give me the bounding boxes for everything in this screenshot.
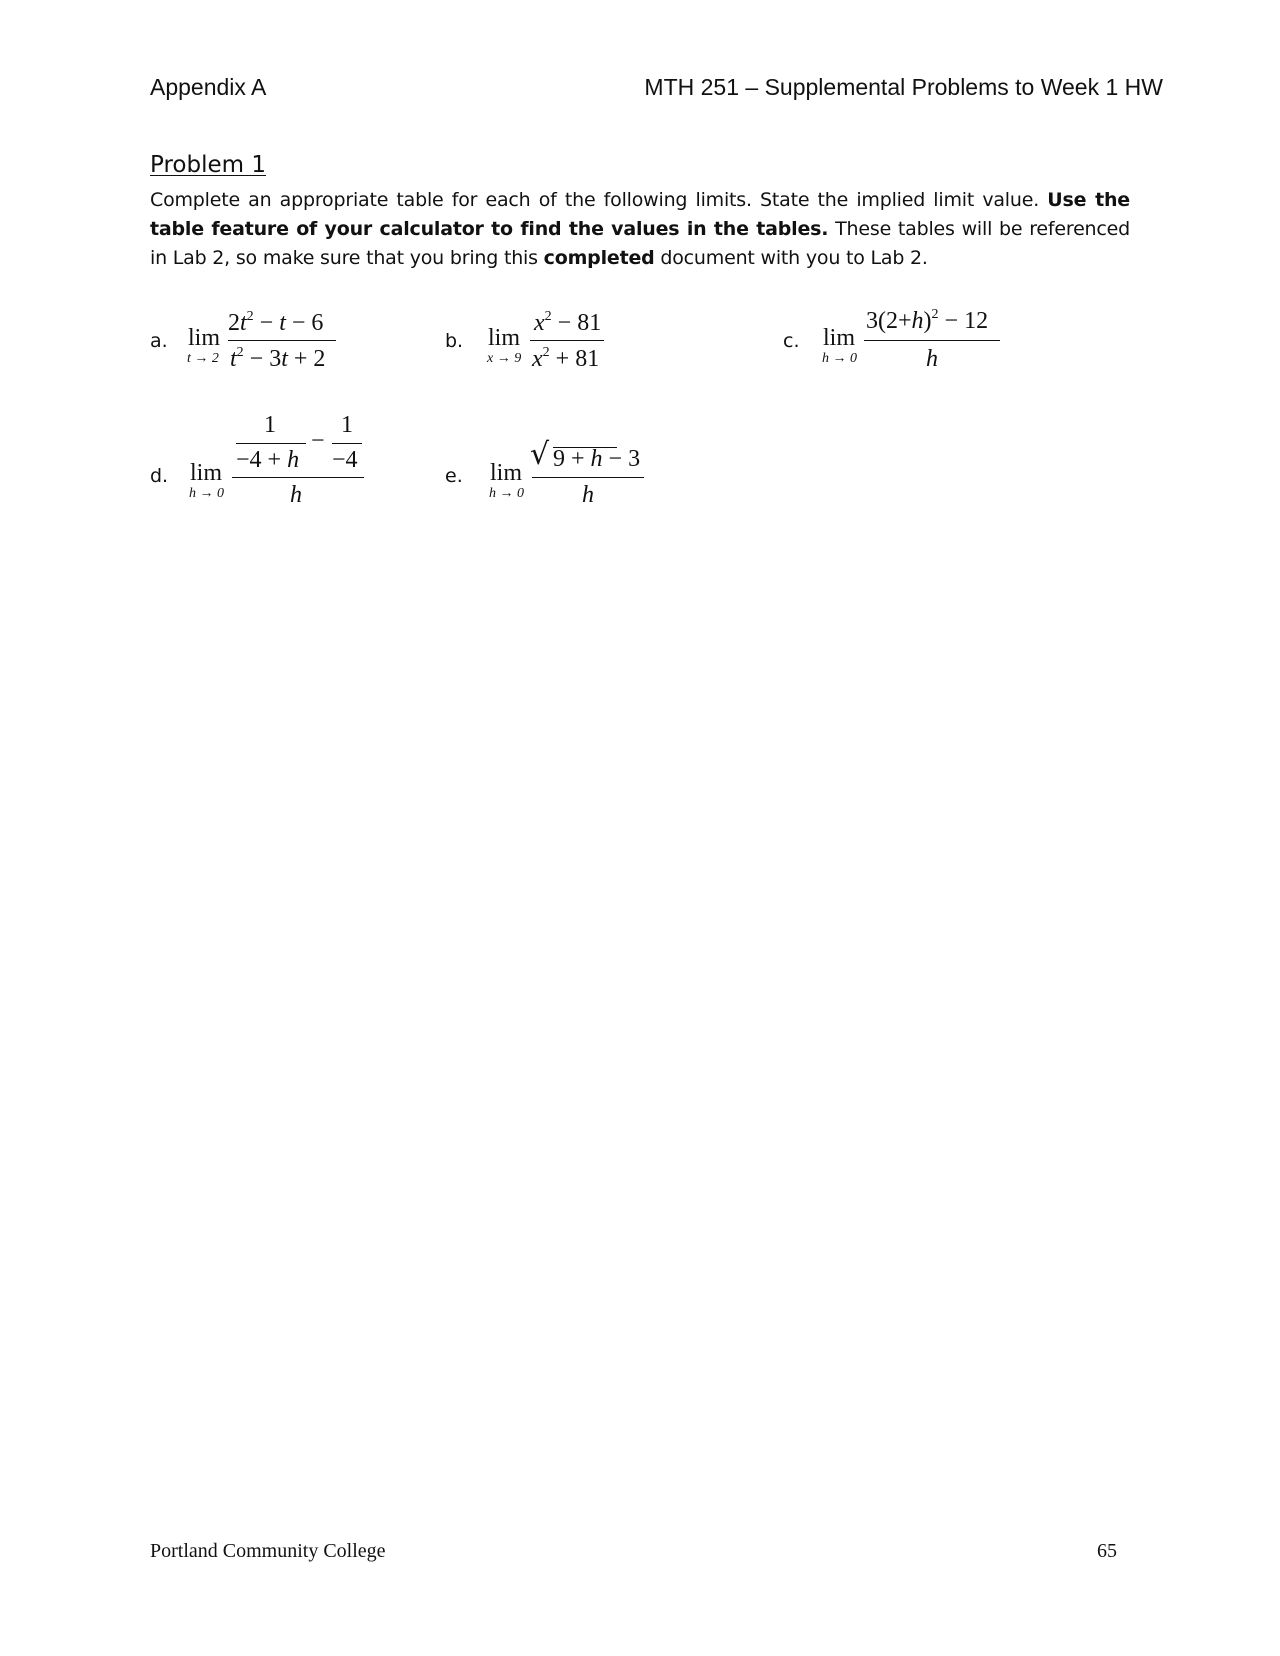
limit-d-denominator: h [290, 482, 302, 508]
limit-d-inner-numerator-1: 1 [264, 412, 276, 438]
limit-c-approach: h → 0 [822, 351, 857, 366]
limit-c-fraction-bar [864, 340, 1000, 341]
footer-page-number: 65 [1097, 1540, 1117, 1562]
instructions-bold-1: Use the table feature of your calculator to find the values in the tables. [150, 189, 1130, 240]
limit-d-inner-denominator-1: −4 + h [236, 447, 300, 473]
limit-e-numerator: 9 + h − 3 [553, 446, 641, 472]
limit-d-inner-denominator-2: −4 [332, 447, 358, 473]
instructions-text-3: document with you to Lab 2. [654, 247, 928, 269]
header-left: Appendix A [150, 74, 267, 100]
limit-d-fraction-bar [232, 477, 364, 478]
limit-d-lim: lim [190, 460, 223, 486]
limit-d-minus: − [311, 428, 325, 454]
limit-a-numerator: $2t^2 - t - 6$ [228, 309, 324, 336]
limit-e-fraction-bar [532, 477, 644, 478]
limit-a-denominator: $t^2 - 3t + 2$ [230, 345, 326, 372]
limit-e-approach: h → 0 [489, 486, 524, 501]
limit-b-numerator: $x^2 - 81$ [534, 309, 602, 336]
instructions-bold-2: completed [543, 247, 655, 269]
limit-c-label: c. [783, 330, 800, 352]
limit-e-sqrt-symbol: √ [530, 437, 550, 472]
limit-e-lim: lim [490, 460, 523, 486]
limit-d-inner-numerator-2: 1 [341, 412, 353, 438]
limit-b-approach: x → 9 [487, 351, 522, 366]
limit-a-approach: t → 2 [187, 351, 219, 366]
limit-b-denominator: $x^2 + 81$ [532, 345, 600, 372]
limit-a-fraction-bar [228, 340, 336, 341]
limit-d-label: d. [150, 465, 169, 487]
header-right: MTH 251 – Supplemental Problems to Week 1 HW [644, 74, 1163, 100]
limit-b-lim: lim [488, 325, 521, 351]
limit-e-label: e. [445, 465, 463, 487]
footer-institution: Portland Community College [150, 1540, 386, 1562]
limit-c-denominator: h [926, 346, 938, 372]
limit-d-inner-bar-1 [236, 443, 306, 444]
instructions-text-2: These tables will be referenced in Lab 2, so make sure that you bring this [150, 218, 1130, 269]
limit-d-approach: h → 0 [189, 486, 224, 501]
limit-b-fraction-bar [530, 340, 604, 341]
limit-a-label: a. [150, 330, 168, 352]
limit-e-denominator: h [582, 482, 594, 508]
limit-c-numerator: $3(2+h)^2 - 12$ [866, 307, 989, 334]
limit-a-lim: lim [188, 325, 221, 351]
problem-instructions [150, 186, 1130, 273]
limit-d-inner-bar-2 [332, 443, 362, 444]
limit-b-label: b. [445, 330, 464, 352]
problem-title: Problem 1 [150, 152, 266, 178]
limit-c-lim: lim [823, 325, 856, 351]
instructions-text-1: Complete an appropriate table for each of the following limits. State the implied limit value. [150, 189, 1048, 211]
